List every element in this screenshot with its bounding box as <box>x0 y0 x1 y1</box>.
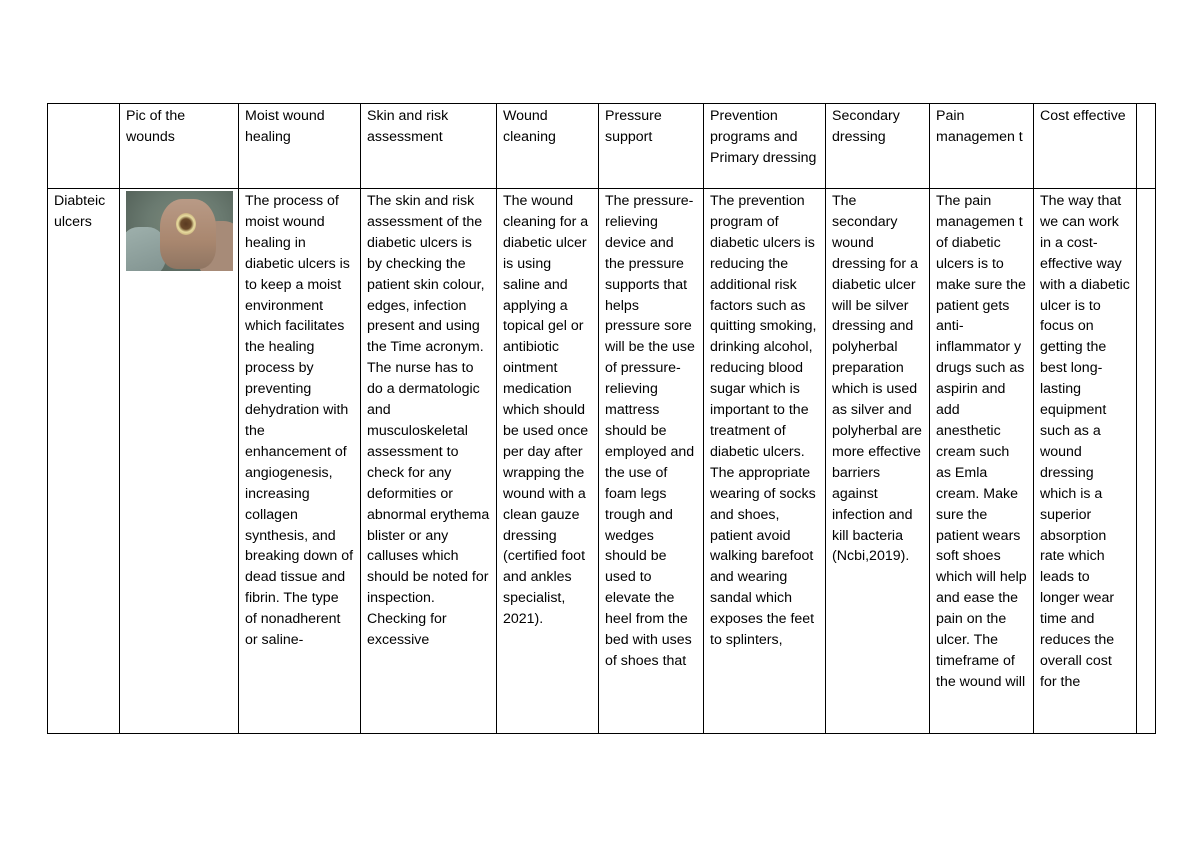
row-label: Diabteic ulcers <box>48 189 120 734</box>
header-cell-blank <box>48 104 120 189</box>
header-cell-prevention-programs: Prevention programs and Primary dressing <box>704 104 826 189</box>
moist-wound-healing-text: The process of moist wound healing in diabetic ulcers is to keep a moist environment which facilitates the healing process by preventing dehydration with the enhancement of angiogenesis, increasing collagen synthesis, and breaking down of dead tissue and fibrin. The type of nonadherent or saline- <box>239 189 361 734</box>
header-row <box>48 104 1156 189</box>
header-cell-skin-risk-assessment: Skin and risk assessment <box>361 104 497 189</box>
cost-effective-text: The way that we can work in a cost-effective way with a diabetic ulcer is to focus on getting the best long-lasting equipment such as a wound dressing which is a superior absorption rate which leads to longer wear time and reduces the overall cost for the <box>1034 189 1137 734</box>
wound-photo <box>126 191 233 271</box>
wound-care-table <box>47 103 1156 734</box>
header-cell-cost-effective: Cost effective <box>1034 104 1137 189</box>
secondary-dressing-text: The secondary wound dressing for a diabetic ulcer will be silver dressing and polyherbal preparation which is used as silver and polyherbal are more effective barriers against infection and kill bacteria (Ncbi,2019). <box>826 189 930 734</box>
header-cell-pressure-support: Pressure support <box>599 104 704 189</box>
header-cell-wound-cleaning: Wound cleaning <box>497 104 599 189</box>
wound-cleaning-text: The wound cleaning for a diabetic ulcer is using saline and applying a topical gel or antibiotic ointment medication which should be used once per day after wrapping the wound with a clean gauze dressing (certified foot and ankles specialist, 2021). <box>497 189 599 734</box>
prevention-programs-text: The prevention program of diabetic ulcers is reducing the additional risk factors such as quitting smoking, drinking alcohol, reducing blood sugar which is important to the treatment of diabetic ulcers. The appropriate wearing of socks and shoes, patient avoid walking barefoot and wearing sandal which exposes the feet to splinters, <box>704 189 826 734</box>
header-cell-pain-management: Pain managemen t <box>930 104 1034 189</box>
header-cell-extra <box>1137 104 1156 189</box>
header-cell-secondary-dressing: Secondary dressing <box>826 104 930 189</box>
header-cell-pic: Pic of the wounds <box>120 104 239 189</box>
pain-management-text: The pain managemen t of diabetic ulcers is to make sure the patient gets anti-inflammator y drugs such as aspirin and add anesthetic cream such as Emla cream. Make sure the patient wears soft shoes which will help and ease the pain on the ulcer. The timeframe of the wound will <box>930 189 1034 734</box>
wound-picture-cell <box>120 189 239 734</box>
table-row <box>48 189 1156 734</box>
skin-risk-assessment-text: The skin and risk assessment of the diabetic ulcers is by checking the patient skin colour, edges, infection present and using the Time acronym. The nurse has to do a dermatologic and musculoskeletal assessment to check for any deformities or abnormal erythema blister or any calluses which should be noted for inspection. Checking for excessive <box>361 189 497 734</box>
header-cell-moist-wound-healing: Moist wound healing <box>239 104 361 189</box>
extra-column-cell <box>1137 189 1156 734</box>
pressure-support-text: The pressure-relieving device and the pressure supports that helps pressure sore will be the use of pressure-relieving mattress should be employed and the use of foam legs trough and wedges should be used to elevate the heel from the bed with uses of shoes that <box>599 189 704 734</box>
